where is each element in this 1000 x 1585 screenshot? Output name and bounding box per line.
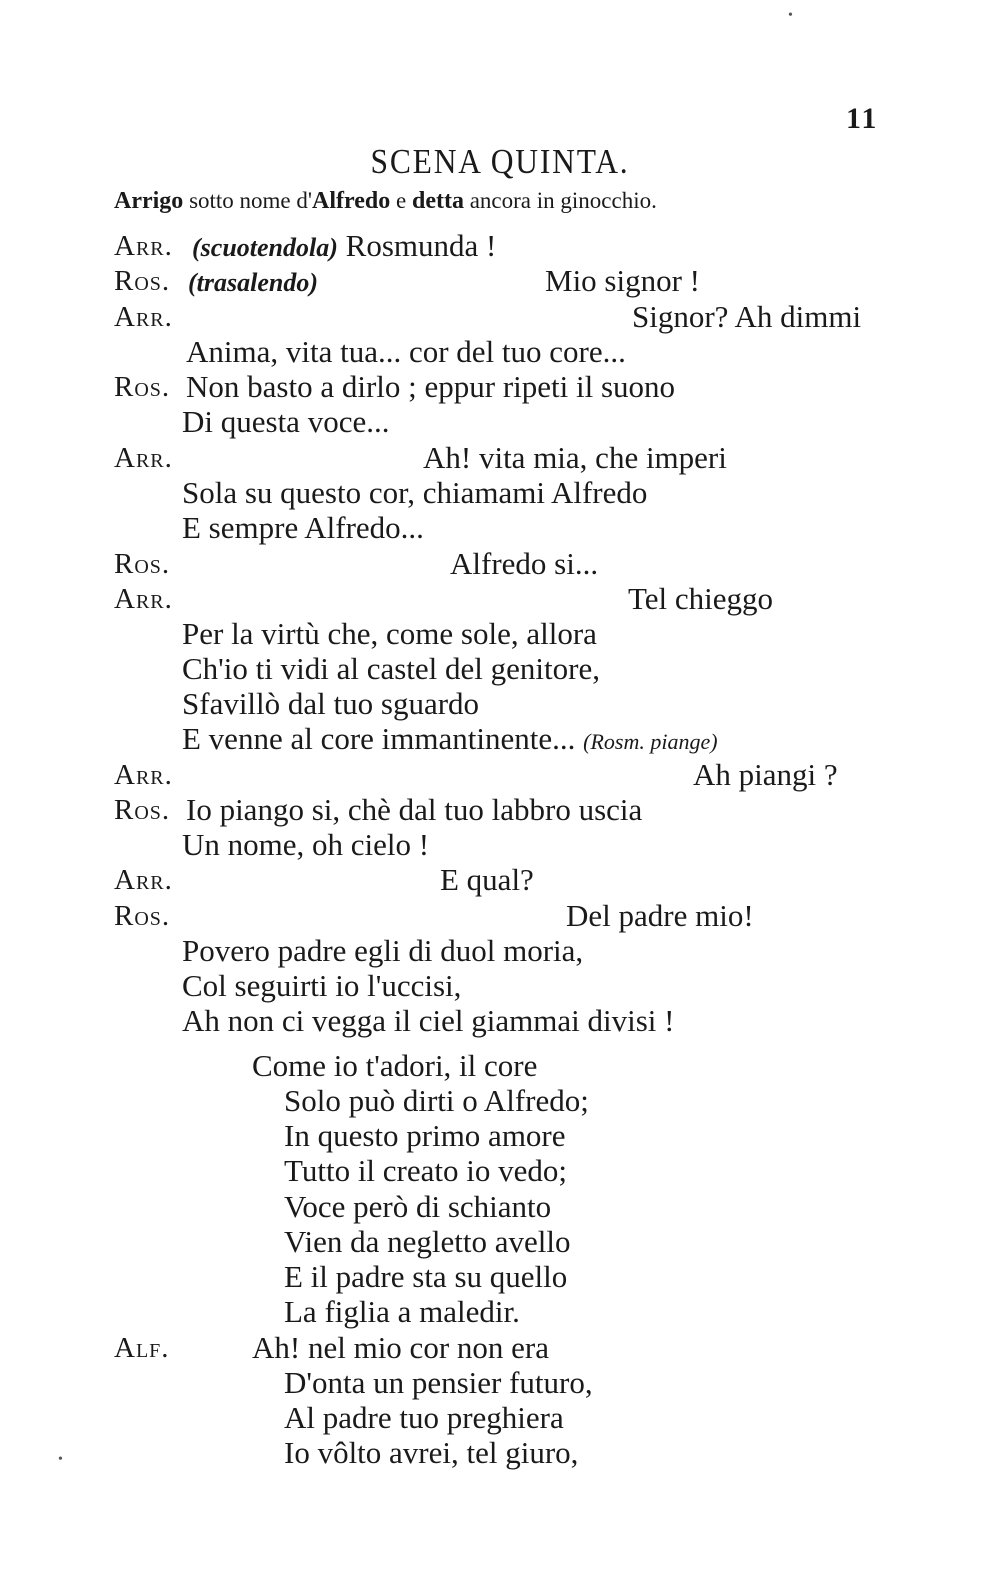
speaker-label: Ros.	[114, 794, 171, 826]
dialogue-line: Tel chieggo	[628, 581, 774, 616]
verse-line: Come io t'adori, il core	[252, 1048, 538, 1083]
dialogue-line: Ch'io ti vidi al castel del genitore,	[182, 651, 600, 686]
dialogue-line	[192, 228, 496, 264]
verse-line: Ah! nel mio cor non era	[252, 1330, 549, 1365]
verse-line: Solo può dirti o Alfredo;	[284, 1083, 589, 1118]
dialogue-line: Mio signor !	[545, 263, 700, 298]
dialogue-line	[188, 263, 318, 299]
speaker-label: Alf.	[114, 1332, 170, 1364]
scene-title: SCENA QUINTA.	[370, 142, 630, 181]
dialogue-line: Ah! vita mia, che imperi	[423, 440, 727, 475]
speaker-label: Ros.	[114, 548, 171, 580]
verse-line: Io vôlto avrei, tel giuro,	[284, 1435, 579, 1470]
stage-direction-text: ancora in ginocchio.	[463, 188, 657, 213]
dialogue-line: Ah non ci vegga il ciel giammai divisi !	[182, 1003, 675, 1038]
verse-line: Tutto il creato io vedo;	[284, 1153, 567, 1188]
character-name-detta: detta	[411, 188, 464, 214]
verse-line: Al padre tuo preghiera	[284, 1400, 564, 1435]
speaker-label: Ros.	[114, 371, 171, 403]
dialogue-text: E venne al core immantinente...	[182, 721, 576, 756]
dialogue-line: Col seguirti io l'uccisi,	[182, 968, 462, 1003]
speaker-label: Arr.	[114, 759, 173, 791]
verse-line: In questo primo amore	[284, 1118, 566, 1153]
dialogue-line: Sfavillò dal tuo sguardo	[182, 686, 480, 721]
page-mark: •	[58, 1452, 63, 1467]
dialogue-text: Rosmunda !	[337, 228, 497, 263]
dialogue-line: Sola su questo cor, chiamami Alfredo	[182, 475, 648, 510]
verse-line: E il padre sta su quello	[284, 1259, 568, 1294]
dialogue-line: Io piango si, chè dal tuo labbro uscia	[186, 792, 643, 827]
speaker-label: Ros.	[114, 265, 171, 297]
character-name-arrigo: Arrigo	[114, 188, 184, 214]
dialogue-line: Un nome, oh cielo !	[182, 827, 430, 862]
stage-direction	[114, 188, 657, 215]
speaker-label: Ros.	[114, 900, 171, 932]
character-name-alfredo: Alfredo	[312, 188, 391, 214]
dialogue-line: Signor? Ah dimmi	[632, 299, 862, 334]
verse-line: Vien da negletto avello	[284, 1224, 571, 1259]
stage-aside: (scuotendola)	[192, 233, 338, 262]
dialogue-line: E sempre Alfredo...	[182, 510, 424, 545]
dialogue-line: Povero padre egli di duol moria,	[182, 933, 584, 968]
dialogue-line	[182, 721, 718, 757]
dialogue-line: Alfredo si...	[450, 546, 599, 581]
stage-direction-text: e	[390, 188, 412, 213]
stage-direction-text: sotto nome d'	[183, 188, 313, 213]
speaker-label: Arr.	[114, 301, 173, 333]
dialogue-line: Ah piangi ?	[693, 757, 838, 792]
dialogue-line: Del padre mio!	[566, 898, 754, 933]
speaker-label: Arr.	[114, 864, 173, 896]
stage-aside: (trasalendo)	[188, 268, 318, 297]
dialogue-line: Non basto a dirlo ; eppur ripeti il suono	[186, 369, 676, 404]
stage-aside: (Rosm. piange)	[583, 729, 718, 754]
speaker-label: Arr.	[114, 230, 173, 262]
verse-line: La figlia a maledir.	[284, 1294, 520, 1329]
speaker-label: Arr.	[114, 442, 173, 474]
dialogue-line: Di questa voce...	[182, 404, 390, 439]
page-mark: •	[788, 8, 793, 23]
speaker-label: Arr.	[114, 583, 173, 615]
verse-line: D'onta un pensier futuro,	[284, 1365, 593, 1400]
verse-line: Voce però di schianto	[284, 1189, 552, 1224]
dialogue-line: E qual?	[440, 862, 534, 897]
dialogue-line: Anima, vita tua... cor del tuo core...	[186, 334, 626, 369]
dialogue-line: Per la virtù che, come sole, allora	[182, 616, 597, 651]
page-number: 11	[846, 102, 879, 135]
